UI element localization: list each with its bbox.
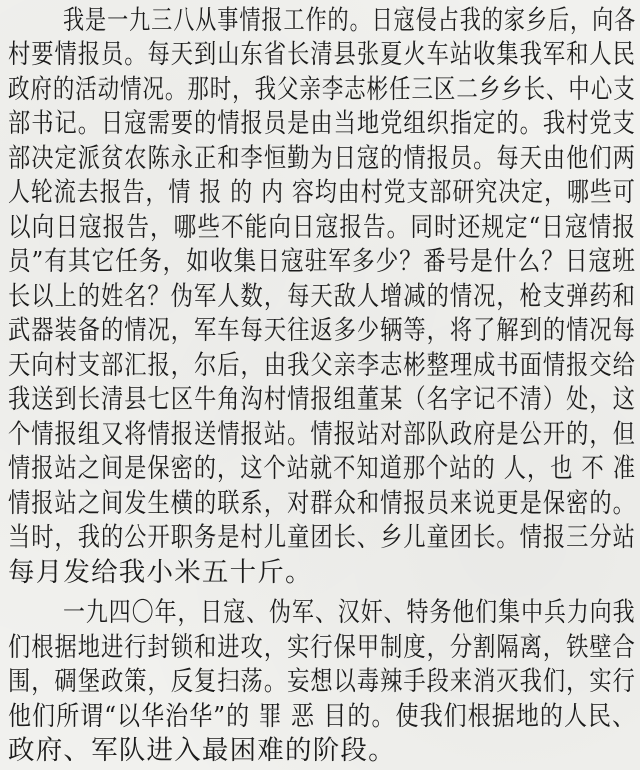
text-line: 政府的活动情况。那时，我父亲李志彬任三区二乡乡长、中心支: [8, 74, 636, 105]
text-line: 他们所谓“以华治华”的 罪 恶 目的。使我们根据地的人民、: [8, 701, 637, 732]
text-line: 武器装备的情况，军车每天往返多少辆等，将了解到的情况每: [8, 315, 636, 346]
text-line: 人轮流去报告，情 报 的 内 容均由村党支部研究决定，哪些可: [8, 177, 636, 208]
text-line: 部书记。日寇需要的情报员是由当地党组织指定的。我村党支: [8, 108, 636, 139]
text-line: 每月发给我小米五十斤。: [8, 557, 313, 588]
text-line: 情报站之间发生横的联系，对群众和情报员来说更是保密的。: [8, 488, 636, 519]
text-line: 一九四〇年，日寇、伪军、汉奸、特务他们集中兵力向我: [63, 597, 636, 628]
text-line: 政府、军队进入最困难的阶段。: [8, 735, 396, 766]
text-line: 个情报组又将情报送情报站。情报站对部队政府是公开的，但: [8, 419, 636, 450]
text-line: 情报站之间是保密的，这个站就不知道那个站的 人，也 不 准: [8, 453, 637, 484]
text-line: 围，碉堡政策，反复扫荡。妄想以毒辣手段来消灭我们，实行: [8, 666, 636, 697]
text-line: 村要情报员。每天到山东省长清县张夏火车站收集我军和人民: [8, 39, 636, 70]
text-line: 以向日寇报告，哪些不能向日寇报告。同时还规定“日寇情报: [8, 212, 636, 243]
text-line: 天向村支部汇报，尔后，由我父亲李志彬整理成书面情报交给: [8, 350, 636, 381]
text-line: 我送到长清县七区牛角沟村情报组董某（名字记不清）处，这: [8, 384, 636, 415]
text-line: 部决定派贫农陈永正和李恒勤为日寇的情报员。每天由他们两: [8, 143, 636, 174]
text-line: 们根据地进行封锁和进攻，实行保甲制度，分割隔离，铁壁合: [8, 632, 636, 663]
text-line: 我是一九三八从事情报工作的。日寇侵占我的家乡后，向各: [63, 5, 637, 36]
text-line: 长以上的姓名？伪军人数，每天敌人增减的情况，枪支弹药和: [8, 281, 636, 312]
text-line: 员”有其它任务，如收集日寇驻军多少？番号是什么？日寇班: [8, 246, 636, 277]
text-line: 当时，我的公开职务是村儿童团长、乡儿童团长。情报三分站: [8, 522, 636, 553]
